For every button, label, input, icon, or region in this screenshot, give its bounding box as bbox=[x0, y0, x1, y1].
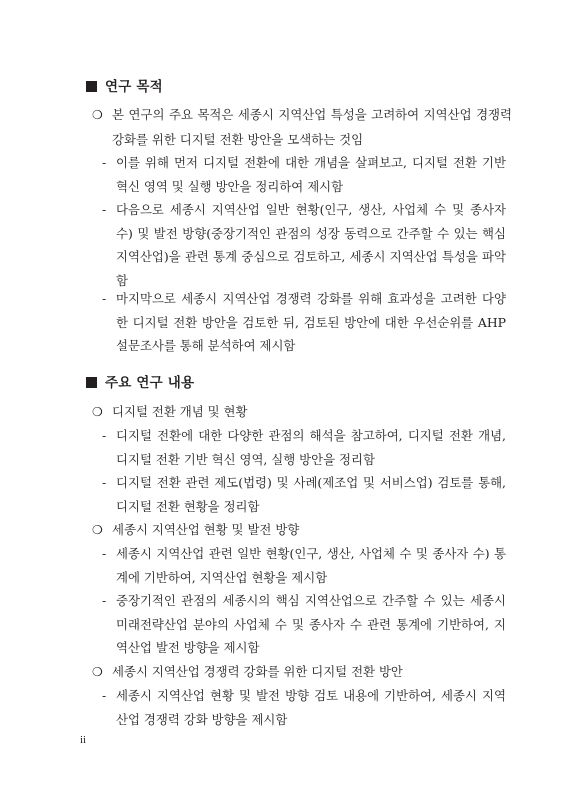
item-text: 다음으로 세종시 지역산업 일반 현황(인구, 생산, 사업체 수 및 종사자 수) 및 발전 방향(중장기적인 관점의 성장 동력으로 간주할 수 있는 핵심 지역산업)을 관련 통계 중심으로 검토하고, 세종시 지역산업 특성을 파악함 bbox=[116, 202, 506, 289]
dash-bullet: - bbox=[102, 291, 107, 306]
square-bullet-icon bbox=[86, 81, 97, 92]
item-text: 세종시 지역산업 현황 및 발전 방향 검토 내용에 기반하여, 세종시 지역산업 경쟁력 강화 방향을 제시함 bbox=[116, 688, 506, 727]
item-text: 디지털 전환에 대한 다양한 관점의 해석을 참고하여, 디지털 전환 개념, 디지털 전환 기반 혁신 영역, 실행 방안을 정리함 bbox=[116, 428, 506, 467]
item-text: 이를 위해 먼저 디지털 전환에 대한 개념을 살펴보고, 디지털 전환 기반 혁신 영역 및 실행 방안을 정리하여 제시함 bbox=[116, 155, 506, 194]
circle-bullet-icon: ❍ bbox=[92, 108, 103, 122]
page-number: ii bbox=[80, 734, 87, 746]
circle-bullet-icon: ❍ bbox=[92, 523, 103, 537]
purpose-main-point bbox=[92, 103, 512, 151]
purpose-dash-item-2 bbox=[102, 198, 506, 293]
contents-circle-item-1 bbox=[92, 400, 512, 425]
item-text: 세종시 지역산업 경쟁력 강화를 위한 디지털 전환 방안 bbox=[112, 664, 403, 679]
purpose-dash-item-3 bbox=[102, 287, 506, 358]
contents-dash-item-1 bbox=[102, 424, 506, 471]
item-text: 세종시 지역산업 현황 및 발전 방향 bbox=[112, 522, 300, 537]
contents-dash-item-4 bbox=[102, 589, 506, 660]
section-heading-purpose bbox=[86, 78, 163, 96]
dash-bullet: - bbox=[102, 155, 107, 170]
dash-bullet: - bbox=[102, 688, 107, 703]
contents-dash-item-5 bbox=[102, 684, 506, 731]
contents-circle-item-2 bbox=[92, 518, 512, 543]
square-bullet-icon bbox=[86, 377, 97, 388]
dash-bullet: - bbox=[102, 593, 107, 608]
circle-bullet-icon: ❍ bbox=[92, 405, 103, 419]
contents-dash-item-3 bbox=[102, 542, 506, 589]
circle-bullet-icon: ❍ bbox=[92, 665, 103, 679]
item-text: 본 연구의 주요 목적은 세종시 지역산업 특성을 고려하여 지역산업 경쟁력 강화를 위한 디지털 전환 방안을 모색하는 것임 bbox=[112, 107, 512, 147]
section-heading-contents bbox=[86, 374, 194, 392]
item-text: 중장기적인 관점의 세종시의 핵심 지역산업으로 간주할 수 있는 세종시 미래전략산업 분야의 사업체 수 및 종사자 수 관련 통계에 기반하여, 지역산업 발전 방향을 제시함 bbox=[116, 593, 506, 656]
item-text: 디지털 전환 관련 제도(법령) 및 사례(제조업 및 서비스업) 검토를 통해, 디지털 전환 현황을 정리함 bbox=[116, 475, 506, 514]
item-text: 디지털 전환 개념 및 현황 bbox=[112, 404, 248, 419]
section-title: 연구 목적 bbox=[105, 79, 163, 95]
item-text: 마지막으로 세종시 지역산업 경쟁력 강화를 위해 효과성을 고려한 다양한 디지털 전환 방안을 검토한 뒤, 검토된 방안에 대한 우선순위를 AHP 설문조사를 통해 분석하여 제시함 bbox=[116, 291, 506, 354]
purpose-dash-item-1 bbox=[102, 151, 506, 198]
item-text: 세종시 지역산업 관련 일반 현황(인구, 생산, 사업체 수 및 종사자 수) 통계에 기반하여, 지역산업 현황을 제시함 bbox=[116, 546, 506, 585]
dash-bullet: - bbox=[102, 475, 107, 490]
dash-bullet: - bbox=[102, 202, 107, 217]
dash-bullet: - bbox=[102, 546, 107, 561]
dash-bullet: - bbox=[102, 428, 107, 443]
contents-dash-item-2 bbox=[102, 471, 506, 518]
section-title: 주요 연구 내용 bbox=[105, 375, 195, 391]
contents-circle-item-3 bbox=[92, 660, 512, 685]
